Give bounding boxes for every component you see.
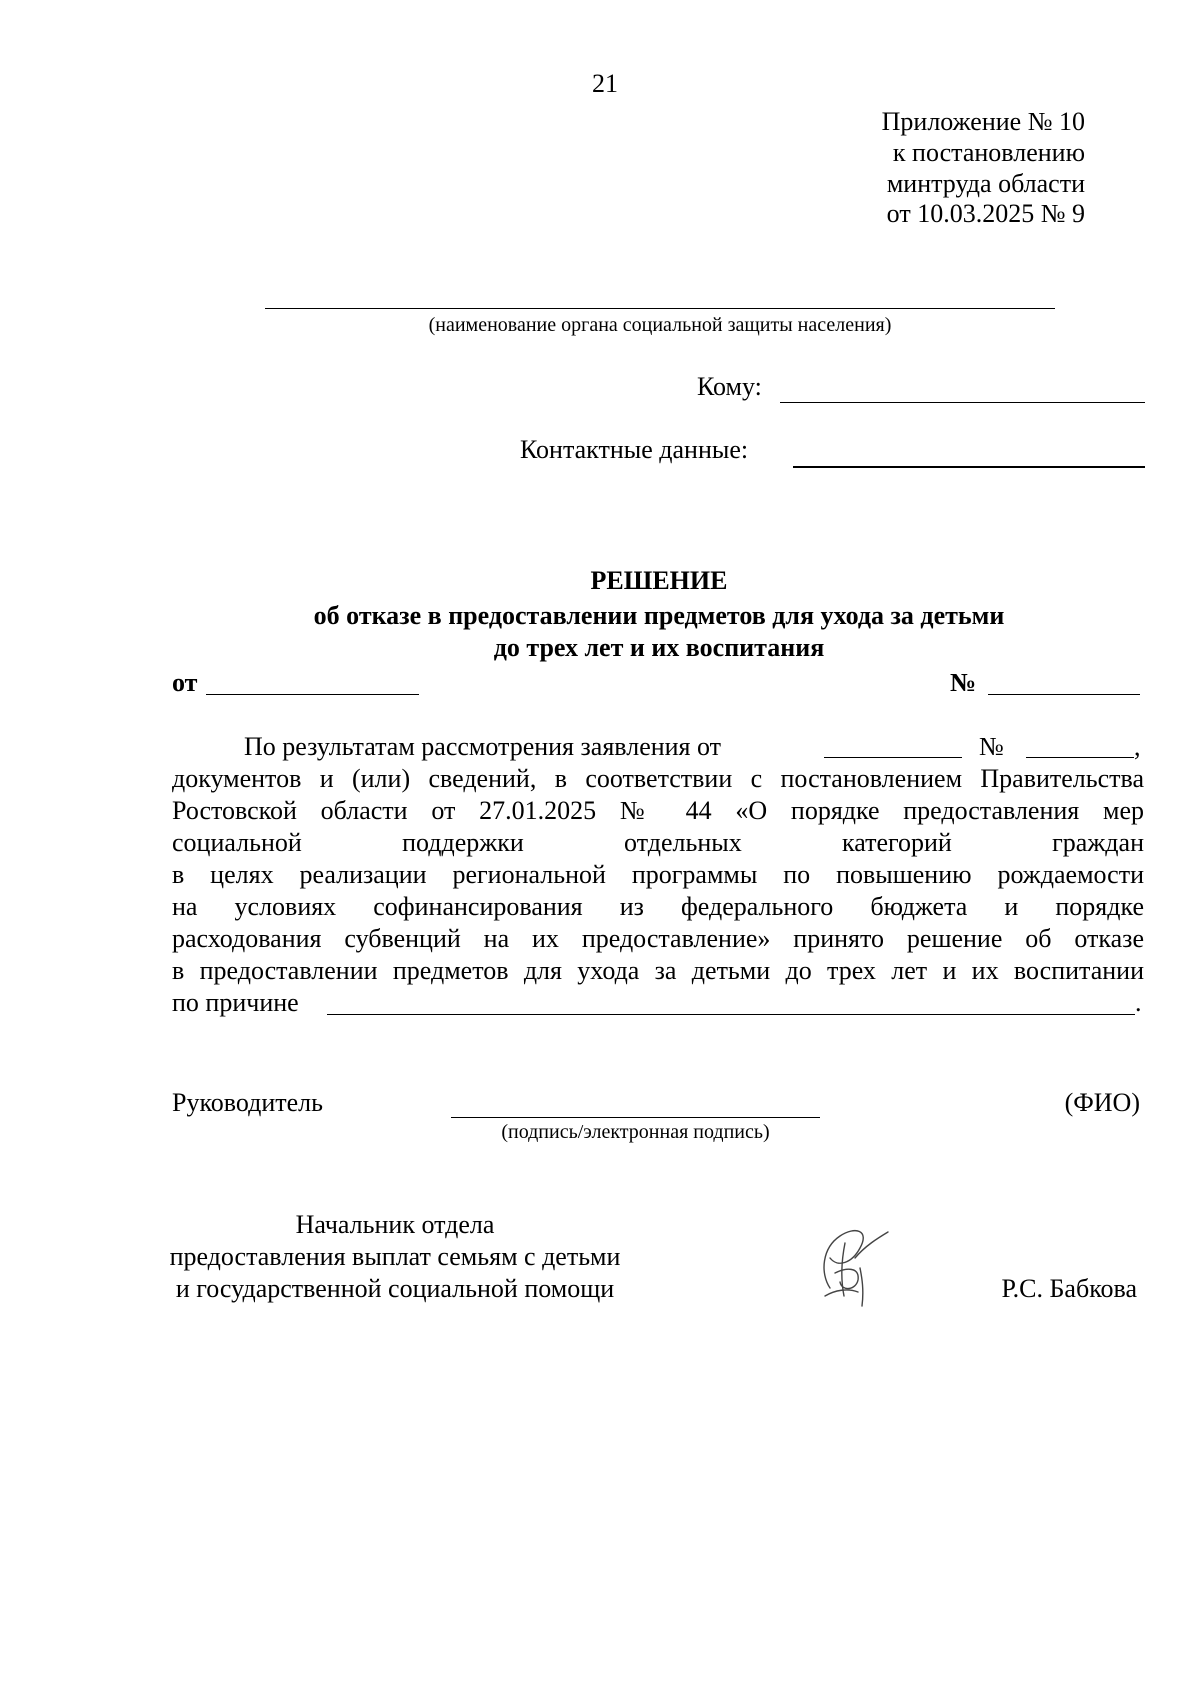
handwritten-signature — [800, 1218, 900, 1313]
authority-blank-line — [265, 308, 1055, 309]
appendix-line-4: от 10.03.2025 № 9 — [886, 199, 1085, 228]
head-label: Руководитель — [172, 1088, 323, 1117]
footer-position-line-1: Начальник отдела — [295, 1210, 495, 1239]
recipient-blank-line — [780, 402, 1145, 403]
date-label: от — [172, 668, 198, 697]
recipient-label: Кому: — [697, 372, 762, 401]
contacts-blank-line — [793, 466, 1145, 468]
date-blank-line — [206, 694, 419, 695]
application-date-blank — [824, 757, 962, 758]
reason-blank-line — [327, 1014, 1135, 1015]
body-line-1-text: По результатам рассмотрения заявления от — [244, 732, 722, 761]
contacts-label: Контактные данные: — [520, 435, 749, 464]
appendix-line-2: к постановлению — [892, 138, 1085, 167]
application-number-blank — [1026, 757, 1134, 758]
footer-position-line-2: предоставления выплат семьям с детьми — [169, 1242, 621, 1271]
fio-label: (ФИО) — [1064, 1088, 1140, 1117]
body-line-9 — [172, 987, 1144, 1019]
reason-label: по причине — [172, 988, 299, 1017]
page-number: 21 — [592, 69, 618, 98]
signature-blank-line — [451, 1117, 820, 1118]
appendix-line-1: Приложение № 10 — [881, 107, 1085, 136]
footer-position-line-3: и государственной социальной помощи — [175, 1274, 615, 1303]
body-line-5: в целях реализации региональной программы по повышению рождаемости — [172, 860, 1144, 889]
reason-period: . — [1135, 988, 1142, 1017]
body-line-1-comma: , — [1134, 732, 1141, 761]
signature-caption: (подпись/электронная подпись) — [501, 1121, 770, 1143]
body-line-8: в предоставлении предметов для ухода за детьми до трех лет и их воспитании — [172, 956, 1144, 985]
body-line-4: социальной поддержки отдельных категорий граждан — [172, 828, 1144, 857]
signatory-name: Р.С. Бабкова — [1001, 1274, 1137, 1303]
doc-subtitle-line-2: до трех лет и их воспитания — [493, 633, 825, 662]
body-line-3: Ростовской области от 27.01.2025 № 44 «О порядке предоставления мер — [172, 796, 1144, 825]
application-number-label: № — [979, 732, 1004, 761]
number-blank-line — [988, 694, 1140, 695]
appendix-line-3: минтруда области — [886, 169, 1085, 198]
body-line-6: на условиях софинансирования из федерального бюджета и порядке — [172, 892, 1144, 921]
body-line-7: расходования субвенций на их предоставление» принято решение об отказе — [172, 924, 1144, 953]
body-line-2: документов и (или) сведений, в соответствии с постановлением Правительства — [172, 764, 1144, 793]
doc-subtitle-line-1: об отказе в предоставлении предметов для ухода за детьми — [313, 601, 1005, 630]
doc-title: РЕШЕНИЕ — [590, 566, 728, 595]
body-line-1 — [244, 731, 1144, 763]
authority-caption: (наименование органа социальной защиты населения) — [428, 314, 892, 336]
number-label: № — [950, 668, 977, 697]
